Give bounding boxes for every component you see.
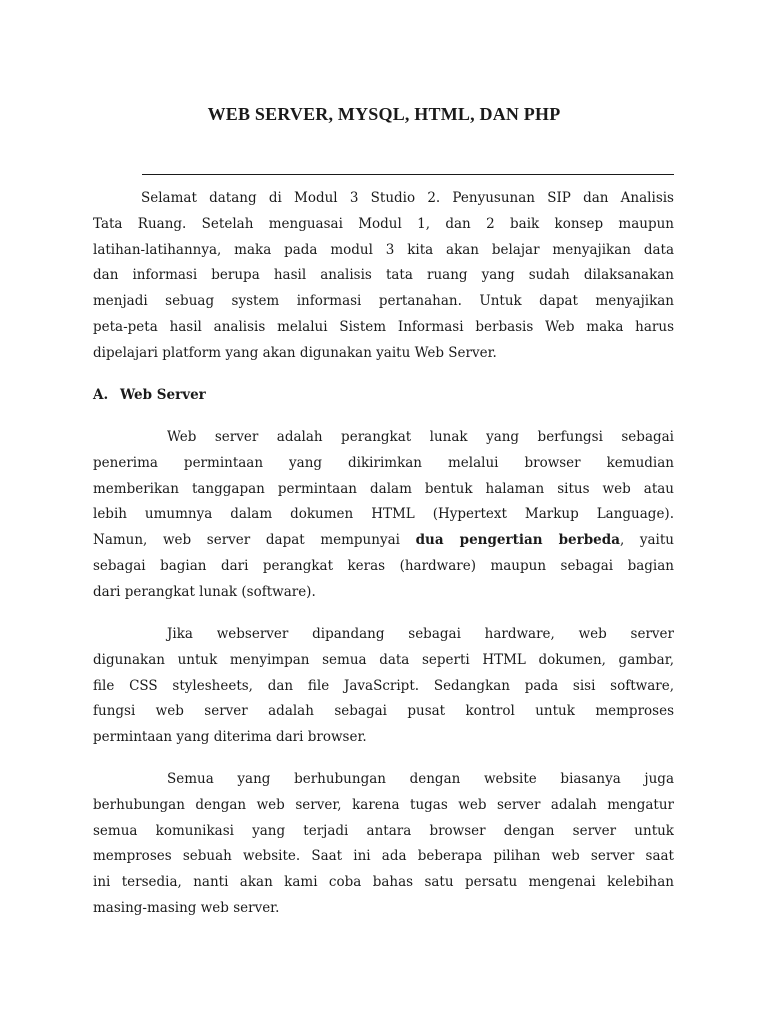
- text-line: memberikan tanggapan permintaan dalam bentuk halaman situs web atau: [93, 480, 674, 497]
- text-line: fungsi web server adalah sebagai pusat kontrol untuk memproses: [93, 703, 674, 720]
- text-line: digunakan untuk menyimpan semua data seperti HTML dokumen, gambar,: [93, 651, 674, 668]
- text-line: permintaan yang diterima dari browser.: [93, 729, 367, 746]
- paragraph-hardware-software: [93, 622, 674, 751]
- text-line-with-emphasis: [93, 528, 674, 554]
- document-title: WEB SERVER, MYSQL, HTML, DAN PHP: [207, 104, 561, 124]
- text-line: Jika webserver dipandang sebagai hardware, web server: [167, 626, 674, 642]
- text-line: peta-peta hasil analisis melalui Sistem Informasi berbasis Web maka harus: [93, 318, 674, 335]
- text-line: dan informasi berupa hasil analisis tata ruang yang sudah dilaksanakan: [93, 267, 674, 284]
- bold-phrase: dua pengertian berbeda: [415, 532, 620, 549]
- text-line: file CSS stylesheets, dan file JavaScript. Sedangkan pada sisi software,: [93, 677, 674, 694]
- text-line: lebih umumnya dalam dokumen HTML (Hypertext Markup Language).: [93, 506, 674, 523]
- text-line: Web server adalah perangkat lunak yang berfungsi sebagai: [167, 429, 674, 445]
- text-line: latihan-latihannya, maka pada modul 3 kita akan belajar menyajikan data: [93, 241, 674, 258]
- section-letter: A.: [93, 387, 109, 403]
- text-line: Tata Ruang. Setelah menguasai Modul 1, dan 2 baik konsep maupun: [93, 215, 674, 232]
- text-line: dari perangkat lunak (software).: [93, 583, 316, 600]
- paragraph-web-server-role: [93, 767, 674, 922]
- paragraph-web-server-definition: [93, 425, 674, 606]
- text-line: sebagai bagian dari perangkat keras (hardware) maupun sebagai bagian: [93, 557, 674, 574]
- section-heading: [93, 384, 206, 406]
- text-line: memproses sebuah website. Saat ini ada beberapa pilihan web server saat: [93, 848, 674, 865]
- text-line: ini tersedia, nanti akan kami coba bahas satu persatu mengenai kelebihan: [93, 874, 674, 891]
- text-line: semua komunikasi yang terjadi antara browser dengan server untuk: [93, 822, 674, 839]
- text-segment: , yaitu: [619, 532, 674, 549]
- text-line: masing-masing web server.: [93, 899, 280, 916]
- intro-paragraph: [93, 186, 674, 367]
- text-line: dipelajari platform yang akan digunakan yaitu Web Server.: [93, 344, 497, 361]
- text-line: menjadi sebuag system informasi pertanahan. Untuk dapat menyajikan: [93, 293, 674, 310]
- section-heading-text: Web Server: [120, 387, 206, 403]
- text-line: Selamat datang di Modul 3 Studio 2. Penyusunan SIP dan Analisis: [141, 190, 674, 206]
- title-underline: [142, 174, 674, 175]
- text-line: berhubungan dengan web server, karena tugas web server adalah mengatur: [93, 796, 674, 813]
- text-segment: Namun, web server dapat mempunyai: [93, 532, 416, 549]
- text-line: Semua yang berhubungan dengan website biasanya juga: [167, 771, 674, 787]
- text-line: penerima permintaan yang dikirimkan melalui browser kemudian: [93, 454, 674, 471]
